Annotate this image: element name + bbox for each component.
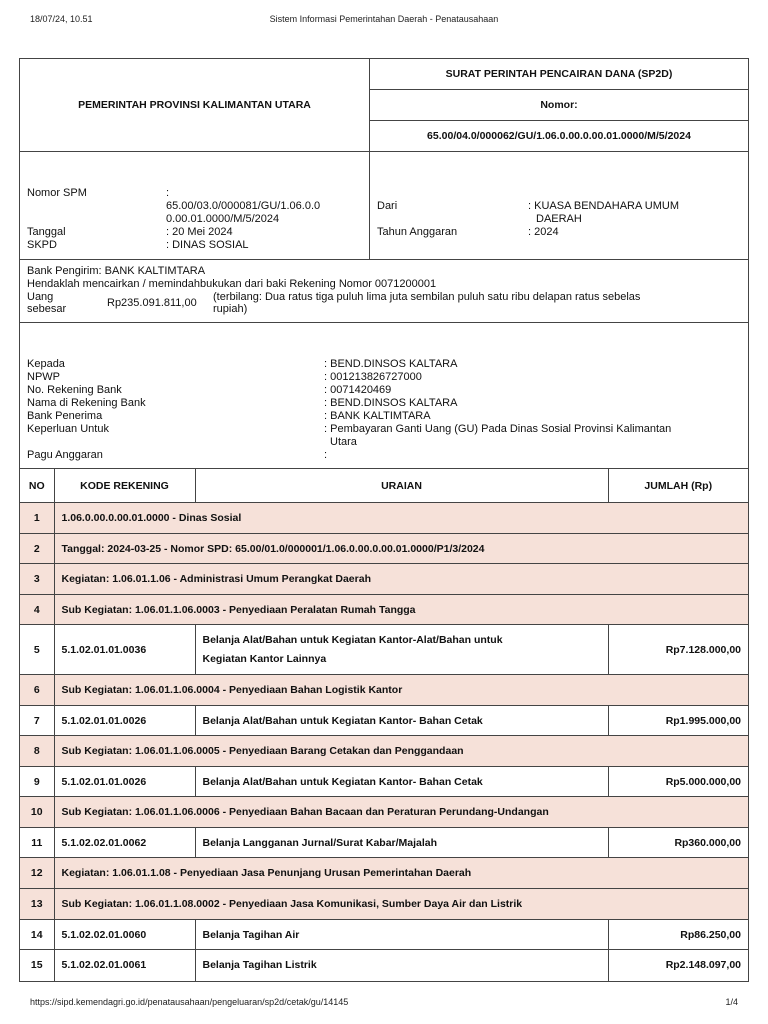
print-header: [30, 14, 738, 24]
bank-penerima-value: : BANK KALTIMTARA: [324, 410, 431, 422]
row-uraian-line2: Kegiatan Kantor Lainnya: [202, 652, 327, 665]
row-uraian: [195, 625, 608, 675]
table-row: [20, 564, 748, 595]
keperluan-label: Keperluan Untuk: [27, 423, 109, 435]
tahun-anggaran-value: : 2024: [528, 226, 559, 238]
nomor-spm-label: Nomor SPM: [27, 187, 87, 199]
tanggal-label: Tanggal: [27, 226, 66, 238]
row-jumlah: Rp86.250,00: [608, 920, 748, 950]
row-jumlah: Rp5.000.000,00: [608, 767, 748, 797]
print-url: https://sipd.kemendagri.go.id/penatausahaan/pengeluaran/sp2d/cetak/gu/14145: [30, 997, 349, 1007]
uang-label-1: Uang: [27, 291, 54, 303]
row-text: Kegiatan: 1.06.01.1.08 - Penyediaan Jasa Penunjang Urusan Pemerintahan Daerah: [54, 858, 748, 889]
keperluan-value-2: Utara: [330, 436, 357, 448]
print-timestamp: 18/07/24, 10.51: [30, 14, 93, 24]
table-row: [20, 858, 748, 889]
terbilang-1: (terbilang: Dua ratus tiga puluh lima juta sembilan puluh satu ribu delapan ratus sebelas: [213, 291, 641, 303]
dari-label: Dari: [377, 200, 398, 212]
skpd-label: SKPD: [27, 239, 57, 251]
row-kode: 5.1.02.01.01.0026: [54, 767, 195, 797]
nomor-value: 65.00/04.0/000062/GU/1.06.0.00.0.00.01.0000/M/5/2024: [427, 130, 691, 142]
no-rekening-label: No. Rekening Bank: [27, 384, 122, 396]
spm-section: [20, 152, 748, 260]
row-kode: 5.1.02.02.01.0060: [54, 920, 195, 950]
bank-penerima-label: Bank Penerima: [27, 410, 103, 422]
kepada-label: Kepada: [27, 358, 65, 370]
print-footer: [30, 997, 738, 1007]
row-no: 8: [20, 736, 54, 767]
row-no: 5: [20, 625, 54, 675]
nomor-spm-value-1: 65.00/03.0/000081/GU/1.06.0.0: [166, 200, 321, 212]
pagu-anggaran-value: :: [324, 449, 328, 461]
row-no: 13: [20, 889, 54, 920]
row-kode: 5.1.02.01.01.0036: [54, 625, 195, 675]
pagu-anggaran-label: Pagu Anggaran: [27, 449, 103, 461]
row-no: 3: [20, 564, 54, 595]
row-no: 10: [20, 797, 54, 828]
row-no: 6: [20, 675, 54, 706]
rincian-table: [20, 469, 748, 981]
row-no: 7: [20, 706, 54, 736]
row-no: 14: [20, 920, 54, 950]
row-uraian: Belanja Tagihan Air: [195, 920, 608, 950]
dari-value-1: : KUASA BENDAHARA UMUM: [528, 200, 679, 212]
uang-value: Rp235.091.811,00: [107, 297, 197, 309]
row-text: Sub Kegiatan: 1.06.01.1.06.0005 - Penyediaan Barang Cetakan dan Penggandaan: [54, 736, 748, 767]
row-jumlah: Rp1.995.000,00: [608, 706, 748, 736]
bank-pengirim: Bank Pengirim: BANK KALTIMTARA: [27, 265, 206, 277]
row-uraian: Belanja Langganan Jurnal/Surat Kabar/Majalah: [195, 828, 608, 858]
col-uraian: URAIAN: [195, 469, 608, 503]
row-kode: 5.1.02.02.01.0061: [54, 950, 195, 981]
print-page-title: Sistem Informasi Pemerintahan Daerah - Penatausahaan: [269, 14, 499, 24]
col-kode-rekening: KODE REKENING: [54, 469, 195, 503]
print-page-number: 1/4: [725, 997, 738, 1007]
table-row: [20, 889, 748, 920]
row-no: 11: [20, 828, 54, 858]
row-text: Tanggal: 2024-03-25 - Nomor SPD: 65.00/01.0/000001/1.06.0.00.0.00.01.0000/P1/3/2024: [54, 534, 748, 564]
row-kode: 5.1.02.01.01.0026: [54, 706, 195, 736]
row-no: 9: [20, 767, 54, 797]
terbilang-2: rupiah): [213, 303, 248, 315]
col-no: NO: [20, 469, 54, 503]
doc-title: SURAT PERINTAH PENCAIRAN DANA (SP2D): [370, 59, 748, 90]
dari-value-2: DAERAH: [536, 213, 582, 225]
row-no: 1: [20, 503, 54, 534]
row-text: Kegiatan: 1.06.01.1.06 - Administrasi Umum Perangkat Daerah: [54, 564, 748, 595]
table-row: [20, 534, 748, 564]
row-text: Sub Kegiatan: 1.06.01.1.06.0006 - Penyediaan Bahan Bacaan dan Peraturan Perundang-Undangan: [54, 797, 748, 828]
keperluan-value-1: : Pembayaran Ganti Uang (GU) Pada Dinas Sosial Provinsi Kalimantan: [324, 423, 672, 435]
table-row: [20, 950, 748, 981]
npwp-value: : 001213826727000: [324, 371, 422, 383]
row-no: 2: [20, 534, 54, 564]
table-row: [20, 595, 748, 625]
row-text: Sub Kegiatan: 1.06.01.1.06.0004 - Penyediaan Bahan Logistik Kantor: [54, 675, 748, 706]
nomor-label: Nomor:: [370, 90, 748, 121]
row-kode: 5.1.02.02.01.0062: [54, 828, 195, 858]
row-uraian: Belanja Alat/Bahan untuk Kegiatan Kantor- Bahan Cetak: [195, 767, 608, 797]
table-row: [20, 503, 748, 534]
table-row: [20, 736, 748, 767]
tanggal-value: : 20 Mei 2024: [166, 226, 233, 238]
tahun-anggaran-label: Tahun Anggaran: [377, 226, 458, 238]
row-jumlah: Rp360.000,00: [608, 828, 748, 858]
document-header: [20, 59, 748, 152]
table-row: [20, 920, 748, 950]
row-jumlah: Rp2.148.097,00: [665, 959, 741, 972]
col-jumlah: JUMLAH (Rp): [608, 469, 748, 503]
table-row: [20, 625, 748, 675]
skpd-value: : DINAS SOSIAL: [166, 239, 249, 251]
uang-label-2: sebesar: [27, 303, 67, 315]
table-row: [20, 828, 748, 858]
row-uraian: Belanja Tagihan Listrik: [195, 950, 608, 981]
penerima-section: [20, 323, 748, 469]
row-text: 1.06.0.00.0.00.01.0000 - Dinas Sosial: [54, 503, 748, 534]
bank-section: [20, 260, 748, 323]
instruksi-pencairan: Hendaklah mencairkan / memindahbukukan dari baki Rekening Nomor 0071200001: [27, 278, 437, 290]
nama-rekening-label: Nama di Rekening Bank: [27, 397, 146, 409]
sp2d-document: [19, 58, 749, 982]
row-text: Sub Kegiatan: 1.06.01.1.06.0003 - Penyediaan Peralatan Rumah Tangga: [54, 595, 748, 625]
table-row: [20, 706, 748, 736]
row-uraian: Belanja Alat/Bahan untuk Kegiatan Kantor- Bahan Cetak: [195, 706, 608, 736]
nomor-spm-value-2: 0.00.01.0000/M/5/2024: [166, 213, 280, 225]
kepada-value: : BEND.DINSOS KALTARA: [324, 358, 458, 370]
table-row: [20, 767, 748, 797]
org-name: PEMERINTAH PROVINSI KALIMANTAN UTARA: [20, 59, 370, 151]
table-row: [20, 675, 748, 706]
row-uraian-line1: Belanja Alat/Bahan untuk Kegiatan Kantor-Alat/Bahan untuk: [202, 633, 503, 646]
no-rekening-value: : 0071420469: [324, 384, 392, 396]
npwp-label: NPWP: [27, 371, 60, 383]
row-text: Sub Kegiatan: 1.06.01.1.08.0002 - Penyediaan Jasa Komunikasi, Sumber Daya Air dan Listrik: [54, 889, 748, 920]
row-jumlah: Rp7.128.000,00: [608, 625, 748, 675]
nomor-spm-colon: :: [166, 187, 170, 199]
row-no: 15: [20, 950, 54, 981]
row-no: 12: [20, 858, 54, 889]
row-no: 4: [20, 595, 54, 625]
nama-rekening-value: : BEND.DINSOS KALTARA: [324, 397, 458, 409]
table-row: [20, 797, 748, 828]
